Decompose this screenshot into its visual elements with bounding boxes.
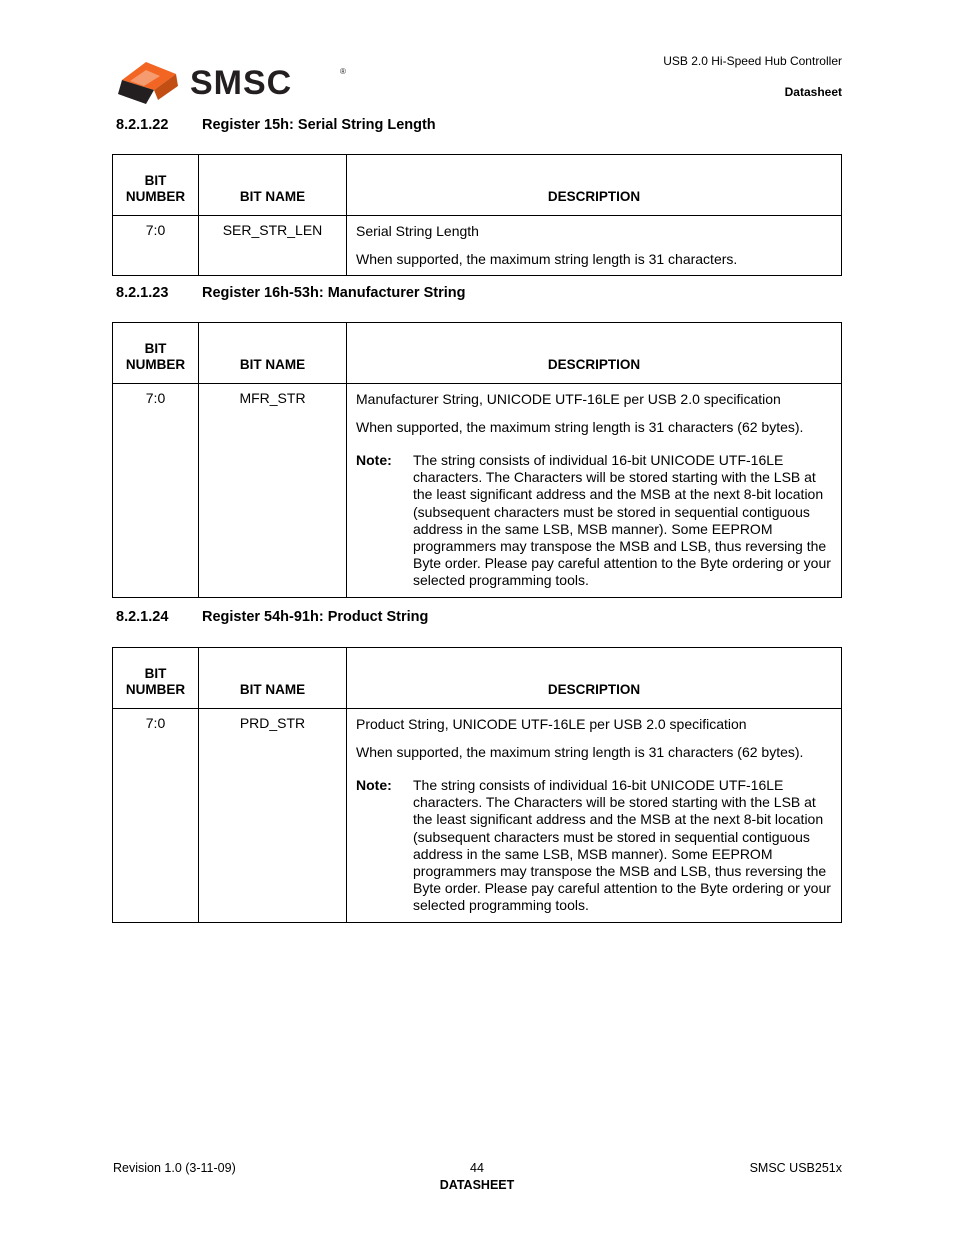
- footer-revision: Revision 1.0 (3-11-09): [113, 1161, 236, 1175]
- description-cell: [347, 384, 842, 598]
- col-header-bit-name: BIT NAME: [199, 648, 347, 709]
- register-table: [112, 322, 842, 598]
- description-text: Manufacturer String, UNICODE UTF-16LE per USB 2.0 specification: [356, 391, 781, 407]
- description-cell: [347, 709, 842, 923]
- description-cell: [347, 216, 842, 276]
- description-text: When supported, the maximum string length is 31 characters (62 bytes).: [356, 419, 804, 435]
- section-heading: [116, 117, 436, 133]
- col-header-bit-number: BIT NUMBER: [113, 323, 199, 384]
- section-title: Register 15h: Serial String Length: [202, 117, 436, 133]
- description-text: When supported, the maximum string length is 31 characters (62 bytes).: [356, 744, 804, 760]
- bit-name-cell: SER_STR_LEN: [199, 216, 347, 276]
- note-label: Note:: [356, 452, 392, 468]
- col-header-description: DESCRIPTION: [347, 323, 842, 384]
- bit-number-cell: 7:0: [113, 384, 199, 598]
- section-title: Register 54h-91h: Product String: [202, 609, 429, 625]
- bit-name-cell: MFR_STR: [199, 384, 347, 598]
- table-row: [113, 709, 842, 923]
- register-table: [112, 154, 842, 276]
- section-title: Register 16h-53h: Manufacturer String: [202, 285, 466, 301]
- col-header-description: DESCRIPTION: [347, 155, 842, 216]
- bit-name-cell: PRD_STR: [199, 709, 347, 923]
- footer-page-number: 44: [470, 1161, 484, 1175]
- col-header-description: DESCRIPTION: [347, 648, 842, 709]
- section-number: 8.2.1.22: [116, 117, 169, 133]
- section-heading: [116, 285, 465, 301]
- svg-text:®: ®: [340, 67, 346, 76]
- table-row: [113, 216, 842, 276]
- note-text: The string consists of individual 16-bit UNICODE UTF-16LE characters. The Characters will be stored starting with the LSB at the least significant address and the MSB at the next 8-bit location (subsequent characters must be stored in sequential contiguous address in the same LSB, MSB manner). Some EEPROM programmers may transpose the MSB and LSB, thus reversing the Byte order. Please pay careful attention to the Byte ordering or your selected programming tools.: [413, 777, 831, 914]
- footer-product: SMSC USB251x: [749, 1161, 842, 1175]
- note-block: [356, 452, 831, 590]
- col-header-bit-number: BIT NUMBER: [113, 648, 199, 709]
- smsc-logo: [116, 60, 352, 104]
- register-table: [112, 647, 842, 923]
- col-header-bit-number: BIT NUMBER: [113, 155, 199, 216]
- bit-number-cell: 7:0: [113, 709, 199, 923]
- col-header-bit-name: BIT NAME: [199, 155, 347, 216]
- bit-number-cell: 7:0: [113, 216, 199, 276]
- svg-text:SMSC: SMSC: [190, 64, 293, 102]
- note-block: [356, 777, 831, 915]
- section-heading: [116, 609, 428, 625]
- description-text: When supported, the maximum string length is 31 characters.: [356, 251, 738, 267]
- col-header-bit-name: BIT NAME: [199, 323, 347, 384]
- section-number: 8.2.1.23: [116, 285, 169, 301]
- document-title: USB 2.0 Hi-Speed Hub Controller: [663, 54, 842, 68]
- description-text: Product String, UNICODE UTF-16LE per USB 2.0 specification: [356, 716, 747, 732]
- note-label: Note:: [356, 777, 392, 793]
- footer-label: DATASHEET: [439, 1178, 515, 1192]
- note-text: The string consists of individual 16-bit UNICODE UTF-16LE characters. The Characters will be stored starting with the LSB at the least significant address and the MSB at the next 8-bit location (subsequent characters must be stored in sequential contiguous address in the same LSB, MSB manner). Some EEPROM programmers may transpose the MSB and LSB, thus reversing the Byte order. Please pay careful attention to the Byte ordering or your selected programming tools.: [413, 452, 831, 589]
- section-number: 8.2.1.24: [116, 609, 169, 625]
- description-text: Serial String Length: [356, 223, 479, 239]
- table-row: [113, 384, 842, 598]
- document-type: Datasheet: [784, 85, 842, 99]
